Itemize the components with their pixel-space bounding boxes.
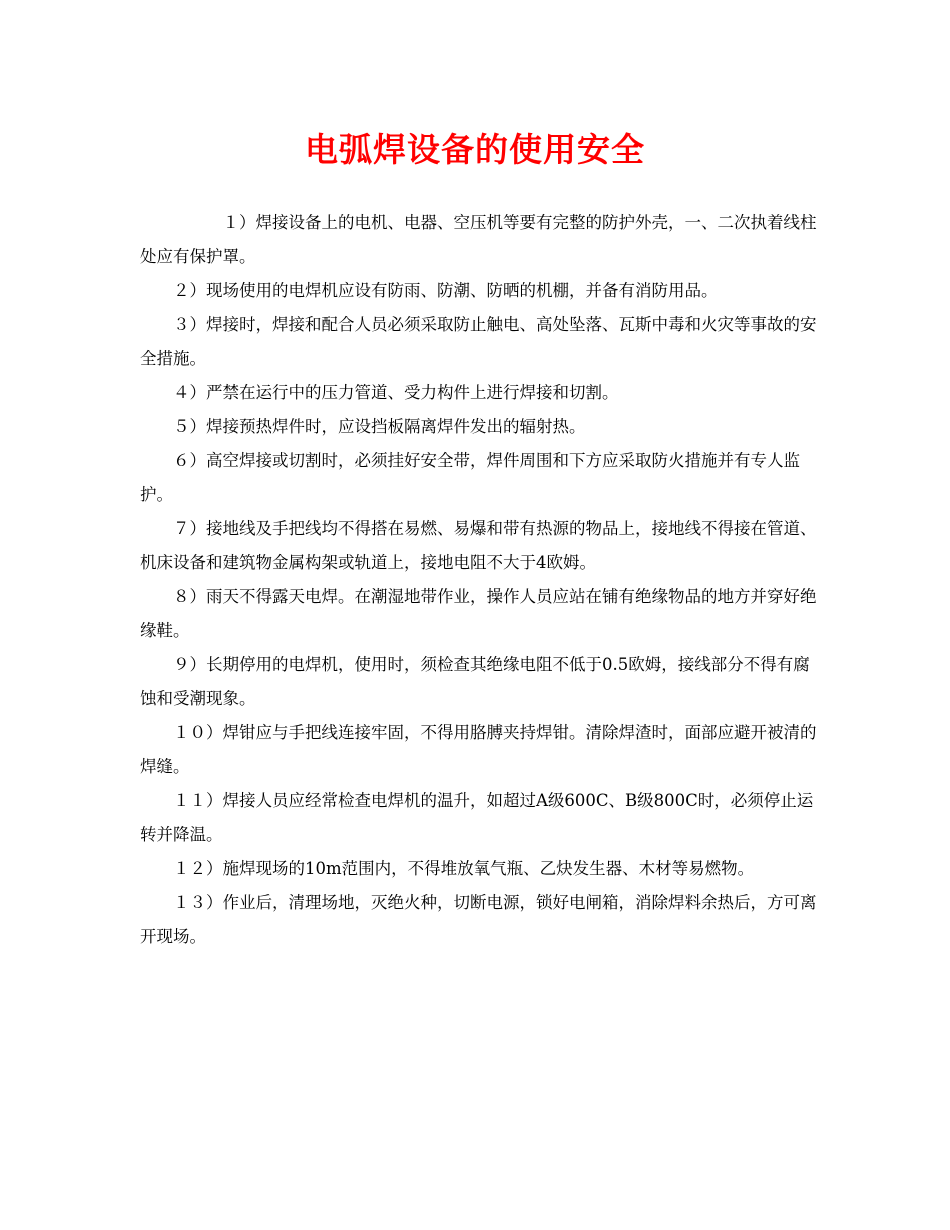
document-body xyxy=(140,206,820,954)
page-title: 电弧焊设备的使用安全 xyxy=(305,130,645,169)
list-item-7: ７）接地线及手把线均不得搭在易燃、易爆和带有热源的物品上，接地线不得接在管道、机床设备和建筑物金属构架或轨道上，接地电阻不大于4欧姆。 xyxy=(140,519,817,572)
list-item-6: ６）高空焊接或切割时，必须挂好安全带，焊件周围和下方应采取防火措施并有专人监护。 xyxy=(140,451,800,504)
list-item-2: ２）现场使用的电焊机应设有防雨、防潮、防晒的机棚，并备有消防用品。 xyxy=(173,281,718,300)
list-item-11: １１）焊接人员应经常检查电焊机的温升，如超过A级600C、B级800C时，必须停止运转并降温。 xyxy=(140,791,814,844)
list-item-10: １０）焊钳应与手把线连接牢固，不得用胳膊夹持焊钳。清除焊渣时，面部应避开被清的焊缝。 xyxy=(140,723,817,776)
list-item-8: ８）雨天不得露天电焊。在潮湿地带作业，操作人员应站在铺有绝缘物品的地方并穿好绝缘鞋。 xyxy=(140,587,817,640)
list-item-1: １）焊接设备上的电机、电器、空压机等要有完整的防护外壳，一、二次执着线柱处应有保护罩。 xyxy=(140,213,817,266)
list-item-13: １３）作业后，清理场地，灭绝火种，切断电源，锁好电闸箱，消除焊料余热后，方可离开现场。 xyxy=(140,893,817,946)
list-item-12: １２）施焊现场的10m范围内，不得堆放氧气瓶、乙炔发生器、木材等易燃物。 xyxy=(173,859,755,878)
list-item-4: ４）严禁在运行中的压力管道、受力构件上进行焊接和切割。 xyxy=(173,383,619,402)
list-item-5: ５）焊接预热焊件时，应设挡板隔离焊件发出的辐射热。 xyxy=(173,417,586,436)
list-item-9: ９）长期停用的电焊机，使用时，须检查其绝缘电阻不低于0.5欧姆，接线部分不得有腐蚀和受潮现象。 xyxy=(140,655,810,708)
list-item-3: ３）焊接时，焊接和配合人员必须采取防止触电、高处坠落、瓦斯中毒和火灾等事故的安全措施。 xyxy=(140,315,817,368)
